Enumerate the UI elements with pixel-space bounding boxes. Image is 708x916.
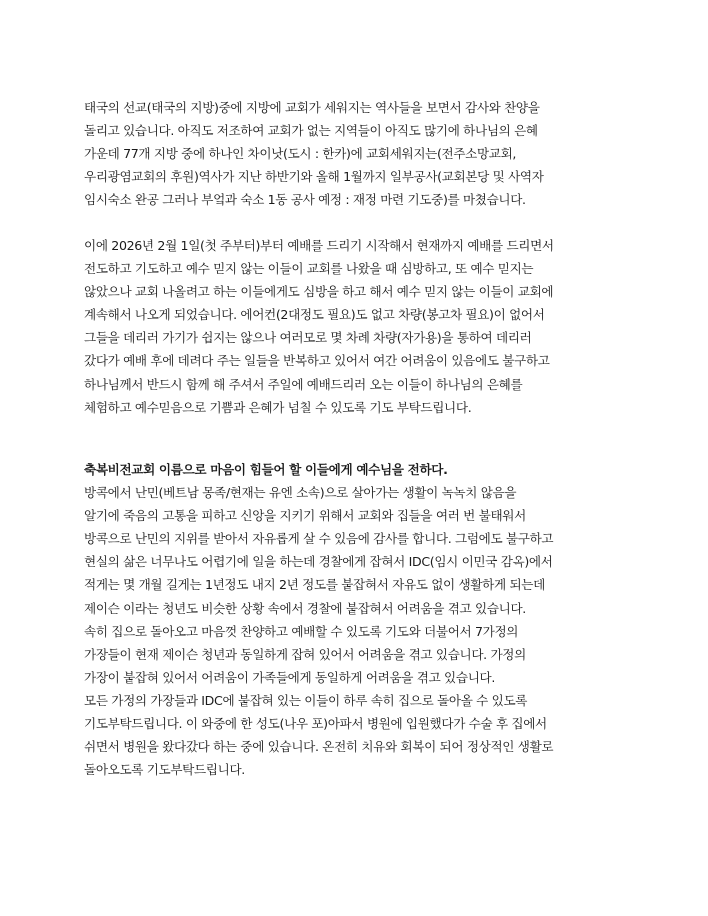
text-line: 기도부탁드립니다. 이 와중에 한 성도(나우 포)아파서 병원에 입원했다가 수술 후 집에서 <box>84 716 547 732</box>
paragraph-worship-start <box>84 234 644 419</box>
section-blessing-vision-church <box>84 458 644 781</box>
text-line: 돌리고 있습니다. 아직도 저조하여 교회가 없는 지역들이 아직도 많기에 하나님의 은혜 <box>84 123 538 139</box>
text-line: 제이슨 이라는 청년도 비슷한 상황 속에서 경찰에 붙잡혀서 어려움을 겪고 있습니다. <box>84 600 526 616</box>
text-line: 가장이 붙잡혀 있어서 어려움이 가족들에게 동일하게 어려움을 겪고 있습니다. <box>84 669 495 685</box>
text-line: 현실의 삶은 너무나도 어렵기에 일을 하는데 경찰에게 잡혀서 IDC(임시 이민국 감옥)에서 <box>84 554 553 570</box>
text-line: 방콕으로 난민의 지위를 받아서 자유롭게 살 수 있음에 감사를 합니다. 그럼에도 불구하고 <box>84 531 554 547</box>
text-line: 돌아오도록 기도부탁드립니다. <box>84 762 245 778</box>
paragraph-thailand-mission <box>84 96 644 211</box>
text-line: 적게는 몇 개월 길게는 1년정도 내지 2년 정도를 붙잡혀서 자유도 없이 생활하게 되는데 <box>84 577 545 593</box>
text-line: 갔다가 예배 후에 데려다 주는 일들을 반복하고 있어서 여간 어려움이 있음에도 불구하고 <box>84 353 550 369</box>
text-line: 임시숙소 완공 그러나 부엌과 숙소 1동 공사 예정 : 재정 마련 기도중)를 마쳤습니다. <box>84 192 526 208</box>
text-line: 알기에 죽음의 고통을 피하고 신앙을 지키기 위해서 교회와 집들을 여러 번 불태워서 <box>84 508 526 524</box>
text-line: 않았으나 교회 나올려고 하는 이들에게도 심방을 하고 해서 예수 믿지 않는 이들이 교회에 <box>84 284 554 300</box>
text-line: 방콕에서 난민(베트남 몽족/현재는 유엔 소속)으로 살아가는 생활이 녹녹치 않음을 <box>84 485 517 501</box>
text-line: 모든 가정의 가장들과 IDC에 붙잡혀 있는 이들이 하루 속히 집으로 돌아올 수 있도록 <box>84 692 528 708</box>
text-line: 가장들이 현재 제이슨 청년과 동일하게 잡혀 있어서 어려움을 겪고 있습니다. 가정의 <box>84 646 526 662</box>
text-line: 그들을 데리러 가기가 쉽지는 않으나 여러모로 몇 차례 차량(자가용)을 통하여 데리러 <box>84 330 532 346</box>
text-line: 속히 집으로 돌아오고 마음껏 찬양하고 예배할 수 있도록 기도와 더불어서 7가정의 <box>84 623 519 639</box>
text-line: 우리광염교회의 후원)역사가 지난 하반기와 올해 1월까지 일부공사(교회본당 및 사역자 <box>84 169 544 185</box>
section-heading: 축복비전교회 이름으로 마음이 힘들어 할 이들에게 예수님을 전하다. <box>84 462 448 477</box>
text-line: 하나님께서 반드시 함께 해 주셔서 주일에 예배드리러 오는 이들이 하나님의 은혜를 <box>84 376 523 392</box>
text-line: 이에 2026년 2월 1일(첫 주부터)부터 예배를 드리기 시작해서 현재까지 예배를 드리면서 <box>84 238 554 253</box>
text-line: 체험하고 예수믿음으로 기쁨과 은혜가 넘칠 수 있도록 기도 부탁드립니다. <box>84 399 472 415</box>
text-line: 계속해서 나오게 되었습니다. 에어컨(2대정도 필요)도 없고 차량(봉고차 필요)이 없어서 <box>84 307 545 323</box>
text-line: 전도하고 기도하고 예수 믿지 않는 이들이 교회를 나왔을 때 심방하고, 또 예수 믿지는 <box>84 261 534 277</box>
text-line: 가운데 77개 지방 중에 하나인 차이낫(도시 : 한카)에 교회세워지는(전주소망교회, <box>84 146 517 162</box>
text-line: 쉬면서 병원을 왔다갔다 하는 중에 있습니다. 온전히 치유와 회복이 되어 정상적인 생활로 <box>84 739 554 755</box>
text-line: 태국의 선교(태국의 지방)중에 지방에 교회가 세워지는 역사들을 보면서 감사와 찬양을 <box>84 100 540 115</box>
